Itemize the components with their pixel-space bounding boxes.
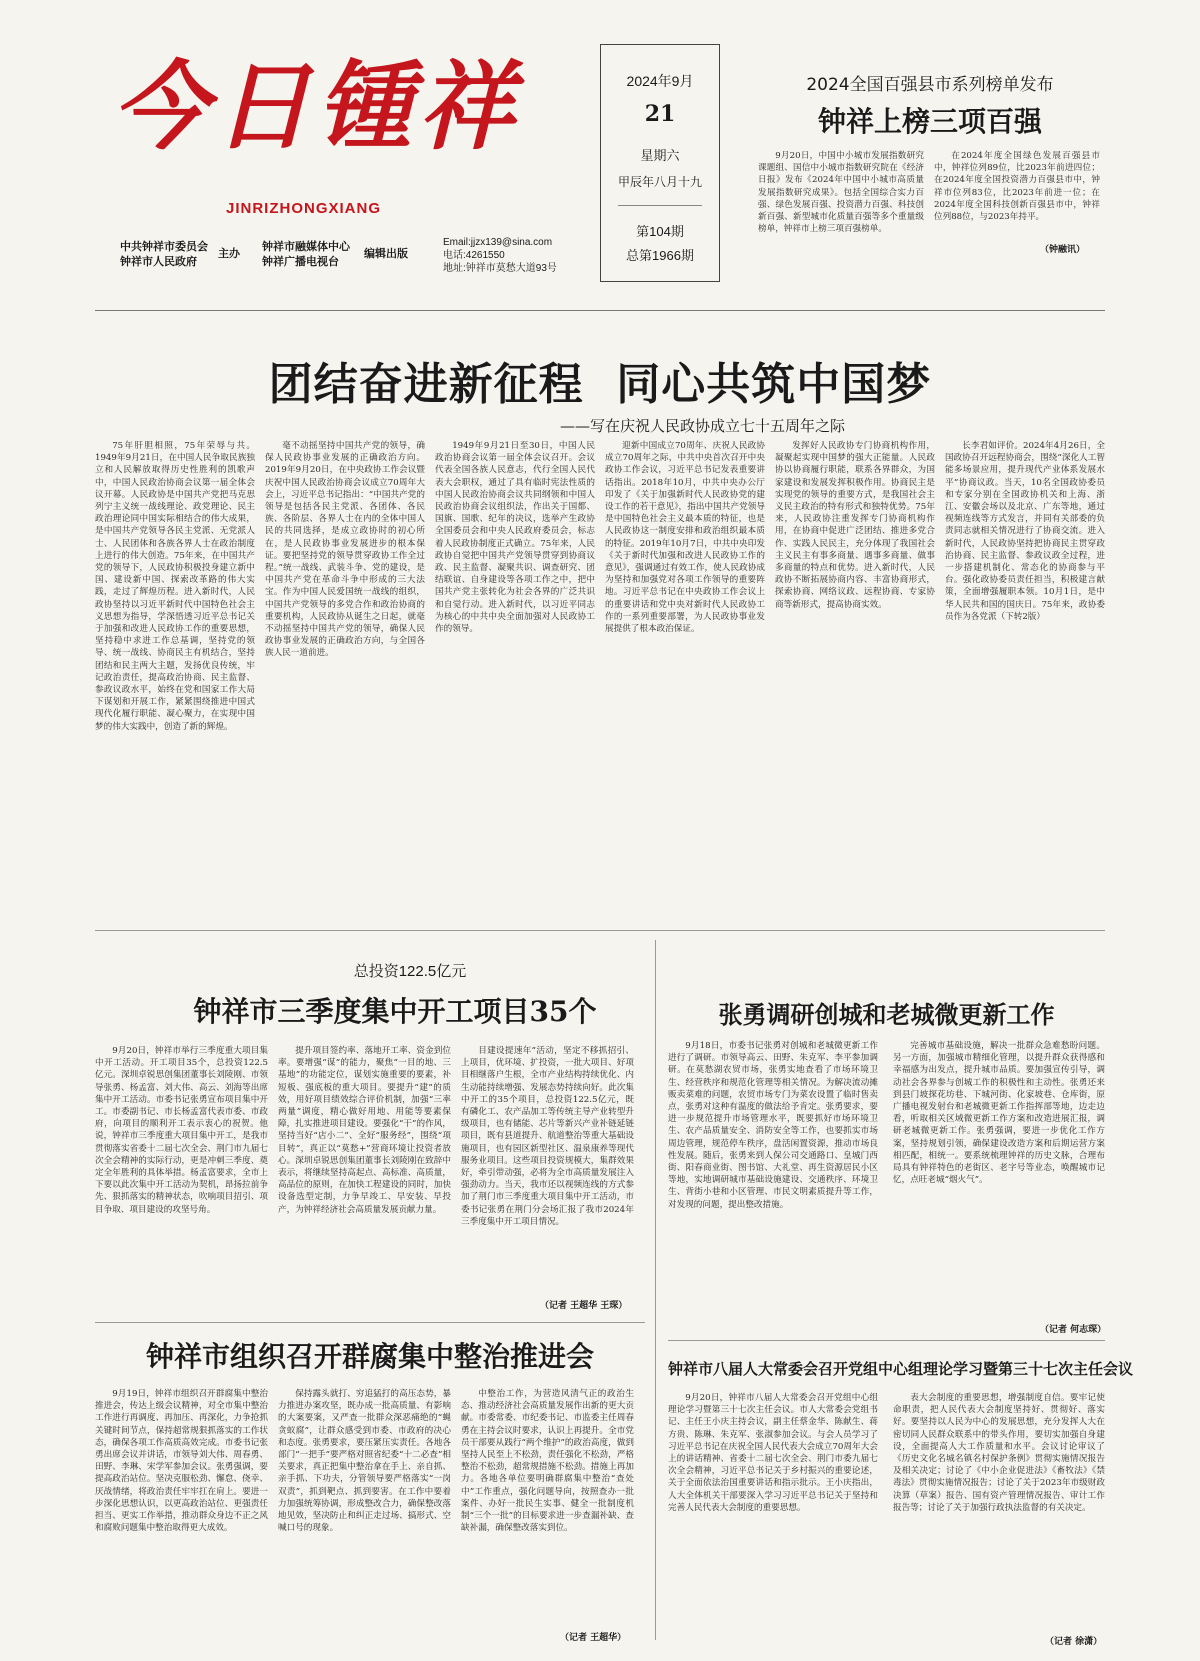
- publisher-block: [262, 240, 432, 272]
- feature-subhead: ——写在庆祝人民政协成立七十五周年之际: [560, 417, 846, 435]
- date-box: [600, 44, 720, 282]
- zhang-column-1-text: 9月18日，市委书记张勇对创城和老城微更新工作进行了调研。市领导高云、田野、朱克军、李平参加调研。在莫愁湖农贸市场，张勇实地查看了市场环境卫生、经营秩序和规范化管理等相关情况。为解决流动摊贩卖菜难的问题，农贸市场专门为菜农设置了临时售卖点，张勇对这种有温度的做法给予肯定。张勇要求，要进一步规范提升市场管理水平，既要抓好市场环境卫生、农产品质量安全、消防安全等工作，也要抓实市场周边管理，规范停车秩序，盘活闲置资源，推动市场良性发展。随后，张勇来到人保公司交通路口、皇城门西街、阳春商业街、图书馆、大礼堂、再生资源居民小区等地，实地调研城市基础设施建设、交通秩序、环境卫生、背街小巷和小区管理、市民文明素质提升等工作，对发现的问题，提出整改措施。: [668, 1041, 878, 1210]
- masthead-pinyin: JINRIZHONGXIANG: [226, 200, 382, 217]
- contact-address: 地址:钟祥市莫愁大道93号: [443, 263, 557, 274]
- top-story-body-right-text: 在2024年度全国绿色发展百强县市中，钟祥位列89位，比2023年前进四位；在2024年度全国投资潜力百强县市中，钟祥市位列83位，比2023年前进一位；在2024年度全国科技创新百强县市中，钟祥位列88位，与2023年持平。: [934, 151, 1100, 223]
- zhang-column-1: [668, 1040, 878, 1335]
- sponsor-role: 主办: [218, 248, 240, 260]
- npc-byline: （记者 徐潇）: [1045, 1637, 1103, 1647]
- zhang-column-2: [893, 1040, 1105, 1320]
- feature-column-6-text: 长李君如评价。2024年4月26日，全国政协召开远程协商会，围绕“深化人工智能多场景应用，提升现代产业体系发展水平”协商议政。当天，10名全国政协委员和专家分别在全国政协机关和上海、浙江、安徽会场以及北京、广东等地，通过视频连线等方式发言，并同有关部委的负责同志就相关情况进行了协商交流。进入新时代，人民政协坚持把协商民主贯穿政治协商、民主监督、参政议政全过程，进一步搭建机制化、常态化的协商参与平台。强化政协委员责任担当，积极建言献策，全面增强履职本领。10月1日，是中华人民共和国的国庆日。75年来，政协委员作为各党派（下转2版）: [945, 441, 1105, 622]
- zhang-title: 张勇调研创城和老城微更新工作: [718, 1000, 1055, 1029]
- feature-column-2: [265, 440, 425, 920]
- total-issue-number: 总第1966期: [626, 248, 694, 263]
- npc-column-1: [668, 1392, 878, 1647]
- project-column-3: [461, 1045, 634, 1295]
- feature-column-2-text: 毫不动摇坚持中国共产党的领导，确保人民政协事业发展的正确政治方向。2019年9月20日，在中央政协工作会议暨庆祝中国人民政治协商会议成立70周年大会上，习近平总书记指出：“中国共产党的领导是包括各民主党派、各团体、各民族、各阶层、各界人士在内的全体中国人民的共同选择，是成立政协时的初心所在，是人民政协事业发展进步的根本保证。要把坚持党的领导贯穿政协工作全过程。”统一战线、武装斗争、党的建设，是中国共产党在革命斗争中形成的三大法宝。作为中国人民爱国统一战线的组织，中国共产党领导的多党合作和政治协商的重要机构，人民政协从诞生之日起，就毫不动摇坚持中国共产党的领导，确保人民政协事业发展的正确政治方向，与全国各族人民一道前进。: [265, 441, 425, 659]
- publisher-line-1: 钟祥市融媒体中心: [262, 241, 350, 253]
- date-year-month: 2024年9月: [626, 73, 694, 89]
- npc-column-2-text: 表大会制度的重要思想，增强制度自信。要牢记使命职责，把人民代表大会制度坚持好、贯彻好、落实好。要坚持以人民为中心的发展思想，充分发挥人大在密切同人民群众联系中的带头作用，要切实加强自身建设，全面提高人大工作质量和水平。会议讨论审议了《历史文化名城名镇名村保护条例》贯彻实施情况报告及相关决定；讨论了《中小企业促进法》《畜牧法》《禁毒法》贯彻实施情况报告；讨论了关于2023年市级财政决算（草案）报告、国有资产管理情况报告、审计工作报告等；讨论了关于加强行政执法监督的有关决定。: [893, 1393, 1105, 1513]
- date-day: 21: [644, 101, 676, 127]
- feature-column-3-text: 1949年9月21日至30日，中国人民政治协商会议第一届全体会议召开。会议代表全国各族人民意志，代行全国人民代表大会职权，通过了具有临时宪法性质的中国人民政治协商会议共同纲领和中国人民政治协商会议组织法，作出关于国都、国旗、国歌、纪年的决议，选举产生政协全国委员会和中央人民政府委员会，标志着人民政协制度正式确立。75年来，人民政协自觉把中国共产党领导贯穿到协商议政、民主监督、凝聚共识、调查研究、团结联谊、自身建设等各项工作之中，把中国共产党主张转化为社会各界的广泛共识和自觉行动。进入新时代，以习近平同志为核心的中共中央全面加强对人民政协工作的领导。: [435, 441, 595, 635]
- project-title: 钟祥市三季度集中开工项目35个: [193, 995, 597, 1028]
- contact-email: Email:jjzx139@sina.com: [443, 237, 553, 248]
- project-column-3-text: 目建设提速年”活动，坚定不移抓招引、上项目，优环境、扩投资，一批大项目、好项目相继落户生根，全市产业结构持续优化、内生动能持续增强、发展态势持续向好。此次集中开工的35个项目，总投资122.5亿元，既有磷化工、农产品加工等传统主导产业转型升级项目，也有储能、芯片等新兴产业补链延链项目，既有县道提升、航道整治等重大基础设施项目，也有园区新型社区、温泉康养等现代服务业项目。这些项目投资规模大，集群效果好，牵引带动强，必将为全市高质量发展注入强劲动力。当天，我市还以视频连线的方式参加了荆门市三季度重大项目集中开工活动，市委书记张勇在荆门分会场汇报了我市2024年三季度集中开工项目情况。: [461, 1046, 634, 1227]
- top-story-kicker: 2024全国百强县市系列榜单发布: [806, 75, 1054, 95]
- feature-column-5-text: 发挥好人民政协专门协商机构作用，凝聚起实现中国梦的强大正能量。人民政协以协商履行职能，联系各界群众，为国家建设和发展发挥积极作用。协商民主是实现党的领导的重要方式，是我国社会主义民主政治的特有形式和独特优势。75年来，人民政协注重发挥专门协商机构作用，在协商中促进广泛团结、推进多党合作、实践人民民主，充分体现了我国社会主义民主有事多商量、遇事多商量、做事多商量的特点和优势。进入新时代，人民政协不断拓展协商内容、丰富协商形式，探索协商、网络议政、远程协商、专家协商等新形式，提高协商实效。: [775, 441, 935, 610]
- feature-divider: [95, 930, 1105, 931]
- corruption-title: 钟祥市组织召开群腐集中整治推进会: [145, 1340, 594, 1373]
- feature-column-1-text: 75年肝胆相照，75年荣辱与共。1949年9月21日，在中国人民争取民族独立和人民解放取得历史性胜利的凯歌声中，中国人民政治协商会议第一届全体会议开幕。人民政协是中国共产党把马克思列宁主义统一战线理论、政党理论、民主政治理论同中国实际相结合的伟大成果，是中国共产党领导各民主党派、无党派人士、人民团体和各族各界人士在政治制度上进行的伟大创造。75年来，在中国共产党的领导下，人民政协积极投身建立新中国、建设新中国、探索改革路的伟大实践，走过了辉煌历程。进入新时代，人民政协坚持以习近平新时代中国特色社会主义思想为指导，学深悟透习近平总书记关于加强和改进人民政协工作的重要思想，坚持稳中求进工作总基调，坚持党的领导、统一战线、协商民主有机结合，坚持团结和民主两大主题，发扬优良传统，牢记政治责任，提高政治协商、民主监督、参政议政水平，始终在党和国家工作大局下谋划和开展工作，紧紧围绕推进中国式现代化履行职能、凝心聚力，在实现中国梦的伟大实践中，创造了新的辉煌。: [95, 441, 255, 732]
- project-column-1: [95, 1045, 268, 1310]
- corruption-column-1: [95, 1388, 268, 1648]
- npc-column-2: [893, 1392, 1105, 1630]
- column-divider: [655, 940, 656, 1640]
- npc-column-1-text: 9月20日，钟祥市八届人大常委会召开党组中心组理论学习暨第三十七次主任会议。市人大常委会党组书记、主任王小庆主持会议，副主任蔡金华、陈献生、蒋方贵、陈琳、朱克军、张淑参加会议。与会人员学习了习近平总书记在庆祝全国人民代表大会成立70周年大会上的讲话精神、省委十二届七次全会、荆门市委九届七次全会精神，习近平总书记关于乡村振兴的重要论述，关于全面依法治国重要讲话和指示批示。王小庆指出，人大全体机关干部要深入学习习近平总书记关于坚持和完善人民代表大会制度的重要思想。: [668, 1393, 878, 1513]
- contact-phone: 电话:4261550: [443, 250, 505, 261]
- project-byline: （记者 王超华 王琛）: [540, 1301, 628, 1311]
- publisher-line-2: 钟祥广播电视台: [262, 256, 339, 268]
- corruption-column-2-text: 保持露头就打、穷追猛打的高压态势，暴力推进办案攻坚，既办成一批高质量、有影响的大案要案，又严查一批群众深恶痛绝的“蝇贪蚁腐”，让群众感受到市委、市政府的决心和态度。张勇要求，要压紧压实责任。各地各部门“一把手”要严格对照省纪委“十二必查”相关要求，真正把集中整治拿在手上、亲自抓、亲手抓、下功夫，分管领导要严格落实“一岗双责”，抓到靶点、抓到要害。在工作中要着力加强统筹协调，形成整改合力，确保整改落地见效，坚决防止和纠正走过场、搞形式、空喊口号的现象。: [278, 1389, 451, 1534]
- masthead-title: 今日锺祥: [112, 50, 520, 163]
- corruption-byline: （记者 王超华）: [560, 1633, 627, 1643]
- issue-number: 第104期: [636, 224, 684, 239]
- top-story-title: 钟祥上榜三项百强: [817, 105, 1042, 138]
- top-story-body-left-text: 9月20日，中国中小城市发展指数研究课题组、国信中小城市指数研究院在《经济日报》发布《2024年中国中小城市高质量发展指数研究成果》。包括全国综合实力百强、绿色发展百强、投资潜力百强、科技创新百强、新型城市化质量百强等多个重量级榜单，钟祥市上榜三项百强榜单。: [758, 151, 924, 235]
- npc-title: 钟祥市八届人大常委会召开党组中心组理论学习暨第三十七次主任会议: [668, 1360, 1134, 1378]
- zhang-byline: （记者 何志琛）: [1040, 1325, 1107, 1335]
- date-lunar: 甲辰年八月十九: [617, 175, 702, 189]
- project-divider: [95, 1322, 645, 1323]
- feature-column-1: [95, 440, 255, 920]
- project-kicker: 总投资122.5亿元: [353, 963, 467, 980]
- corruption-column-3-text: 中整治工作，为营造风清气正的政治生态、推动经济社会高质量发展作出新的更大贡献。市委常委、市纪委书记、市监委主任周春勇在主持会议时要求，认识上再提升。全市党员干部要从践行“两个维护”的政治高度，做到坚持人民至上不松劲，责任强化不松劲，严格整治不松劲，超常规措施不松劲。措施上再加力。各地各单位要明确群腐集中整治“查处中”工作重点，强化问题导向，按照查办一批案件、办好一批民生实事、健全一批制度机制“三个一批”的目标要求进一步查漏补缺、查缺补漏，确保整改落实到位。: [461, 1389, 634, 1534]
- project-column-2: [278, 1045, 451, 1310]
- project-column-2-text: 提升项目签约率、落地开工率、资金到位率。要增强“谋”的能力，聚焦“一目的地、三基地”的功能定位，谋划实施重要的要素，补短板、强底板的重大项目。要提升“建”的质效，用好项目绩效综合评价机制，加强“三率两量”调度，精心做好用地、用能等要素保障，扎实推进项目建设。要强化“干”的作风，坚持当好“店小二”、全好“服务经”，围绕“项目转”，真正以“莫愁+”营商环境让投资者放心。深圳卓锐思创集团董事长刘陵刚在致辞中表示，将继续坚持高起点、高标准、高质量，高品位的原则，在加快工程建设的同时，加快设备选型定制，力争早竣工、早安装、早投产，为钟祥经济社会高质量发展贡献力量。: [278, 1046, 451, 1215]
- top-story-body-right: [934, 150, 1100, 236]
- sponsor-line-2: 钟祥市人民政府: [120, 256, 197, 268]
- zhang-column-2-text: 完善城市基础设施，解决一批群众急难愁盼问题。另一方面，加强城市精细化管理，以提升群众获得感和幸福感为出发点，提升城市品质。要加强宣传引导，调动社会各界参与创城工作的积极性和主动性。张勇还来到县门坡探花坊巷、下城河街、化家坡巷、仓库街，原广播电视发射台和老城微更新工作指挥部等地，边走边看，听取相关区域微更新工作方案和改造进展汇报，调研老城微更新工作。张勇强调，要进一步优化工作方案，坚持规划引领，确保建设改造方案和后期运营方案相匹配，相统一。要系统梳理钟祥的历史文脉，合理布局具有钟祥特色的老街区、老字号等业态，唤醒城市记忆，点旺老城“烟火气”。: [893, 1041, 1105, 1186]
- feature-column-4-text: 迎新中国成立70周年、庆祝人民政协成立70周年之际，中共中央首次召开中央政协工作会议，习近平总书记发表重要讲话指出。2018年10月，中共中央办公厅印发了《关于加强新时代人民政协党的建设工作的若干意见》，指出中国共产党领导是中国特色社会主义最本质的特征，也是人民政协这一制度安排和政治组织最本质的特征。2019年10月7日，中共中央印发《关于新时代加强和改进人民政协工作的意见》，强调通过有效工作，使人民政协成为坚持和加强党对各项工作领导的重要阵地。习近平总书记在中央政协工作会议上的重要讲话和党中央对新时代人民政协工作的一系列重要部署，为人民政协事业发展提供了根本政治保证。: [605, 441, 765, 635]
- top-story-byline: （钟融讯）: [1040, 245, 1086, 255]
- feature-column-5: [775, 440, 935, 920]
- corruption-column-3: [461, 1388, 634, 1628]
- corruption-column-2: [278, 1388, 451, 1648]
- publisher-role: 编辑出版: [364, 248, 408, 260]
- sponsor-line-1: 中共钟祥市委员会: [120, 241, 208, 253]
- zhang-divider: [668, 1340, 1105, 1341]
- feature-column-6: [945, 440, 1105, 920]
- date-weekday: 星期六: [640, 148, 680, 163]
- feature-headline: 团结奋进新征程 同心共筑中国梦: [268, 359, 932, 410]
- feature-column-3: [435, 440, 595, 920]
- top-story-body-left: [758, 150, 924, 250]
- project-column-1-text: 9月20日，钟祥市举行三季度重大项目集中开工活动。开工项目35个，总投资122.5亿元。深圳卓锐思创集团董事长刘陵刚、市领导张勇、杨孟富、刘大伟、高云、刘海等出席集中开工活动。市委书记张勇宣布项目集中开工。市委副书记、市长杨孟富代表市委、市政府，向项目的顺利开工表示衷心的祝贺。他说，钟祥市三季度重大项目集中开工，是我市贯彻落实省委十二届七次全会、荆门市九届七次全会精神的实际行动，更是冲刺三季度、奠定全年胜利的具体举措。杨孟富要求，全市上下要以此次集中开工活动为契机，昂扬拉前争先、狠抓落实的精神状态，吹响项目招引、项目争取、项目建设的攻坚号角。: [95, 1046, 268, 1215]
- corruption-column-1-text: 9月19日，钟祥市组织召开群腐集中整治推进会，传达上级会议精神，对全市集中整治工作进行再调度、再加压、再深化，力争抢抓关键时间节点，保持超常规狠抓落实的工作状态，确保各项工作高质高效完成。市委书记张勇出席会议并讲话，市领导刘大伟、周春勇、田野、李琳、宋学军参加会议。张勇强调，要提高政治站位。坚决克服松劲、懈怠、侥幸、厌战情绪，将政治责任牢牢扛在肩上。要进一步深化思想认识，以更高政治站位、更强责任担当、更实工作举措，推动群众身边不正之风和腐败问题集中整治取得更大成效。: [95, 1389, 268, 1534]
- contact-block: [443, 236, 593, 275]
- feature-column-4: [605, 440, 765, 920]
- masthead-divider: [95, 310, 1105, 311]
